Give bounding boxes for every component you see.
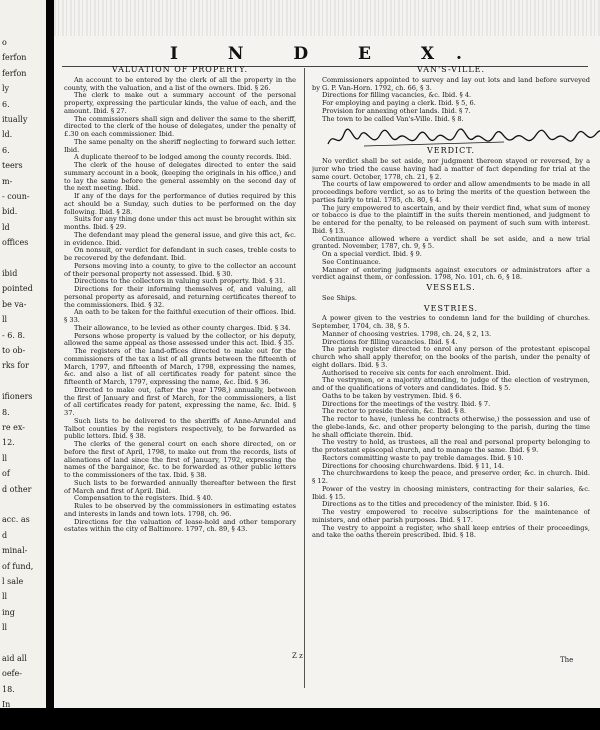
index-entry: Commissioners appointed to survey and lay out lots and land before surveyed by G. P. Van-Horn. 1792, ch. 66, § 3.	[312, 75, 590, 92]
index-entry: The rector to preside therein, &c. Ibid. § 8.	[322, 407, 467, 416]
margin-fragment: d	[2, 530, 8, 540]
valuation-entries	[64, 77, 296, 534]
column-divider	[304, 68, 305, 688]
margin-fragment: of fund,	[2, 561, 34, 571]
index-entry: The registers of the land-offices directed to make out for the commissioners of the tax a list of all grants between the fifteenth of March, 1797, and fifteenth of March, 1798, expressing the names, &c. and also a list of all certificates ready for patent since the fifteenth of March, 1797, expressing the name, &c. Ibid. § 36.	[64, 347, 296, 386]
index-entry: Provision for annexing other lands. Ibid. § 7.	[322, 106, 471, 115]
margin-fragment: bid.	[2, 207, 18, 217]
margin-fragment: ld.	[2, 130, 13, 140]
margin-fragment: - 6. 8.	[2, 330, 26, 340]
margin-fragment: ll	[2, 453, 8, 463]
vansville-entries	[312, 77, 590, 124]
index-entry: The clerks of the general court on each shore directed, on or before the first of April, 1798, to make out from the records, lists of alienations of land since the first of January, 1792, expressing the names of the bargainor, &c. to be forwarded as other public letters to the commissioners of the tax. Ibid. § 38.	[64, 440, 296, 479]
book-gutter	[46, 0, 54, 730]
index-entry: Directions for filling vacancies. Ibid. § 4.	[322, 337, 458, 346]
margin-fragment: oefe-	[2, 669, 22, 679]
section-heading-vessels: VESSELS.	[426, 283, 476, 292]
margin-fragment: - coun-	[2, 192, 30, 201]
index-entry: Directions for the valuation of lease-hold and other temporary estates within the city of Baltimore. 1797, ch. 89, § 43.	[64, 517, 296, 534]
index-entry: An account to be entered by the clerk of all the property in the county, with the valuation, and a list of the owners. Ibid. § 26.	[64, 75, 296, 92]
index-entry: See Ships.	[322, 293, 357, 302]
margin-fragment: re ex-	[2, 423, 25, 432]
index-entry: Oaths to be taken by vestrymen. Ibid. § 6.	[322, 391, 462, 400]
verdict-entries	[312, 158, 590, 282]
section-heading-vestries: VESTRIES.	[423, 303, 479, 313]
scan-noise	[54, 0, 600, 36]
handwriting-scribble	[324, 126, 600, 154]
index-entry: The vestrymen, or a majority attending, to judge of the election of vestrymen, and of the qualifications of voters and candidates. Ibid. § 5.	[312, 376, 590, 392]
index-entry: The clerk of the house of delegates directed to enter the said summary account in a book, (keeping the originals in his office,) and to lay the same before the general assembly on the second day of the next meeting. Ibid.	[64, 161, 296, 193]
scan-border	[0, 708, 600, 730]
index-entry: Their allowance, to be levied as other county charges. Ibid. § 34.	[74, 323, 291, 332]
index-page	[54, 0, 600, 708]
index-entry: The commissioners shall sign and deliver the same to the sheriff, directed to the clerk of the house of delegates, under the penalty of £.30 on each commissioner. Ibid.	[64, 114, 296, 138]
index-entry: Manner of choosing vestries. 1798, ch. 24, § 2, 13.	[322, 329, 492, 338]
section-heading-valuation: VALUATION OF PROPERTY.	[111, 65, 249, 74]
index-entry: The defendant may plead the general issue, and give this act, &c. in evidence. Ibid.	[64, 230, 296, 247]
margin-fragment: rks for	[2, 361, 29, 371]
margin-fragment: ll	[2, 592, 8, 602]
margin-fragment: ing	[2, 607, 15, 617]
margin-fragment: 6.	[2, 99, 10, 109]
margin-fragment: ly	[2, 84, 10, 94]
index-entry: For employing and paying a clerk. Ibid. § 5, 6.	[322, 99, 476, 107]
index-entry: Directions for choosing churchwardens. Ibid. § 11, 14.	[322, 461, 504, 470]
margin-fragment: itually	[2, 115, 28, 124]
index-entry: A duplicate thereof to be lodged among the county records. Ibid.	[74, 153, 292, 162]
index-entry: The vestry empowered to receive subscriptions for the maintenance of ministers, and other parish purposes. Ibid. § 17.	[312, 508, 590, 524]
index-entry: Authorised to receive six cents for each enrolment. Ibid.	[322, 368, 511, 377]
margin-fragment: ll	[2, 315, 8, 325]
margin-fragment: acc. as	[2, 515, 30, 525]
section-heading-vansville: VAN'S-VILLE.	[416, 65, 486, 74]
index-entry: Such lists to be delivered to the sheriffs of Anne-Arundel and Talbot counties by the registers respectively, to be forwarded as public letters. Ibid. § 38.	[64, 416, 296, 441]
margin-fragment: d other	[2, 484, 32, 494]
margin-fragment: ibid	[2, 269, 18, 278]
margin-fragment: ferfon	[2, 68, 27, 78]
margin-fragment: pointed	[2, 284, 33, 294]
index-entry: No verdict shall be set aside, nor judgment thereon stayed or reversed, by a juror who tried the cause having had a matter of fact depending for trial at the same court. October, 1778, ch. 21, § 2.	[312, 157, 590, 181]
index-entry: The vestry to hold, as trustees, all the real and personal property belonging to the protestant episcopal church, and to manage the same. Ibid. § 9.	[312, 438, 590, 454]
index-entry: Directions to the collectors in valuing such property. Ibid. § 31.	[74, 277, 286, 286]
index-entry: The clerk to make out a summary account of the personal property, expressing the particular kinds, the value of each, and the amount. Ibid. § 27.	[64, 91, 296, 115]
index-entry: Directed to make out, (after the year 1798,) annually, between the first of January and first of March, for the commissioners, a list of all certificates ready for patent, expressing the name, &c. Ibid. § 37.	[64, 385, 296, 417]
catchword: The	[560, 656, 574, 664]
index-entry: On nonsuit, or verdict for defendant in such cases, treble costs to be recovered by the defendant. Ibid.	[64, 246, 296, 262]
margin-fragment: be va-	[2, 299, 27, 309]
index-entry: Manner of entering judgments against executors or administrators after a verdict against them, or confession. 1798, No. 101, ch. 6, § 18.	[312, 265, 590, 282]
margin-fragment: ferfon	[2, 53, 27, 63]
index-entry: If any of the days for the performance of duties required by this act should be a Sunday, such duties to be performed on the day following. Ibid. § 28.	[64, 192, 296, 216]
margin-fragment: ifioners	[2, 392, 33, 402]
vestries-entries	[312, 315, 590, 540]
margin-fragment: 12.	[2, 438, 15, 448]
index-entry: Persons moving into a county, to give to the collector an account of their personal property not assessed. Ibid. § 30.	[64, 261, 296, 278]
previous-page-edge	[0, 0, 46, 708]
index-entry: Directions for filling vacancies, &c. Ibid. § 4.	[322, 91, 472, 100]
margin-fragment: 18.	[2, 684, 15, 694]
index-entry: Power of the vestry in choosing ministers, contracting for their salaries, &c. Ibid. § 15.	[312, 484, 590, 501]
index-entry: The rector to have, (unless he contracts otherwise,) the possession and use of the glebe-lands, &c. and other property belonging to the parish, during the time he shall officiate therein. Ibid.	[312, 415, 590, 439]
margin-fragment: o	[2, 38, 7, 47]
margin-fragment: 6.	[2, 145, 10, 155]
index-entry: Compensation to the registers. Ibid. § 40.	[74, 494, 213, 503]
index-entry: Directions for their informing themselves of, and valuing, all personal property as aforesaid, and returning certificates thereof to the commissioners. Ibid. § 32.	[64, 285, 296, 309]
index-entry: Persons whose property is valued by the collector, or his deputy, allowed the same appeal as those assessed under this act. Ibid. § 35.	[64, 331, 296, 348]
margin-fragment: ld	[2, 222, 10, 232]
margin-fragment: offices	[2, 238, 29, 248]
margin-fragment: minal-	[2, 546, 28, 556]
margin-fragment: aid all	[2, 654, 27, 663]
index-entry: See Continuance.	[322, 257, 381, 266]
index-entry: Rectors committing waste to pay treble damages. Ibid. § 10.	[322, 453, 524, 462]
margin-fragment: of	[2, 469, 10, 479]
index-entry: An oath to be taken for the faithful execution of their offices. Ibid. § 33.	[64, 308, 296, 324]
margin-fragment: m-	[2, 176, 13, 186]
index-entry: The town to be called Van's-Ville. Ibid. § 8.	[322, 114, 464, 123]
index-entry: The courts of law empowered to order and allow amendments to be made in all proceedings before verdict, so as to bring the merits of the question between the parties fairly to trial. 1785, ch. 80, § 4.	[312, 180, 590, 204]
margin-fragment: ll	[2, 623, 8, 633]
index-entry: Directions as to the titles and precedency of the minister. Ibid. § 16.	[322, 500, 550, 509]
index-entry: The parish register directed to enrol any person of the protestant episcopal church who shall apply therefor, on the books of the parish, under the penalty of eight dollars. Ibid. § 3.	[312, 345, 590, 369]
index-entry: Continuance allowed where a verdict shall be set aside, and a new trial granted. November, 1787, ch. 9, § 5.	[312, 234, 590, 251]
vessels-entries	[312, 295, 590, 303]
signature-mark: Z z	[292, 652, 303, 660]
index-entry: The vestry to appoint a register, who shall keep entries of their proceedings, and take the oaths therein prescribed. Ibid. § 18.	[312, 523, 590, 540]
index-entry: On a special verdict. Ibid. § 9.	[322, 250, 422, 258]
margin-fragment: 8.	[2, 407, 10, 417]
index-entry: Such lists to be forwarded annually thereafter between the first of March and first of April. Ibid.	[64, 478, 296, 495]
index-entry: Suits for any thing done under this act must be brought within six months. Ibid. § 29.	[64, 215, 296, 231]
left-column	[64, 64, 296, 664]
margin-fragment: l sale	[2, 577, 24, 586]
right-column	[312, 64, 590, 694]
index-entry: The churchwardens to keep the peace, and preserve order, &c. in church. Ibid. § 12.	[312, 469, 590, 485]
page-header: I N D E X.	[170, 44, 484, 64]
index-entry: Rules to be observed by the commissioners in estimating estates and interests in lands and town lots. 1798, ch. 96.	[64, 502, 296, 518]
margin-fragment: to ob-	[2, 346, 26, 355]
index-entry: The jury empowered to ascertain, and by their verdict find, what sum of money or tobacco is due to the plaintiff in the suits therein mentioned, and judgment to be entered for the penalty, to be released on payment of such sum with interest. Ibid. § 13.	[312, 203, 590, 235]
handwritten-annotation	[324, 126, 600, 154]
index-entry: A power given to the vestries to condemn land for the building of churches. September, 1704, ch. 38, § 5.	[312, 314, 590, 330]
margin-fragment: teers	[2, 161, 23, 171]
index-entry: Directions for the meetings of the vestry. Ibid. § 7.	[322, 399, 491, 408]
margin-fragment: In	[2, 700, 11, 708]
section-heading-verdict: VERDICT.	[426, 146, 476, 156]
index-entry: The same penalty on the sheriff neglecting to forward such letter. Ibid.	[64, 137, 296, 154]
